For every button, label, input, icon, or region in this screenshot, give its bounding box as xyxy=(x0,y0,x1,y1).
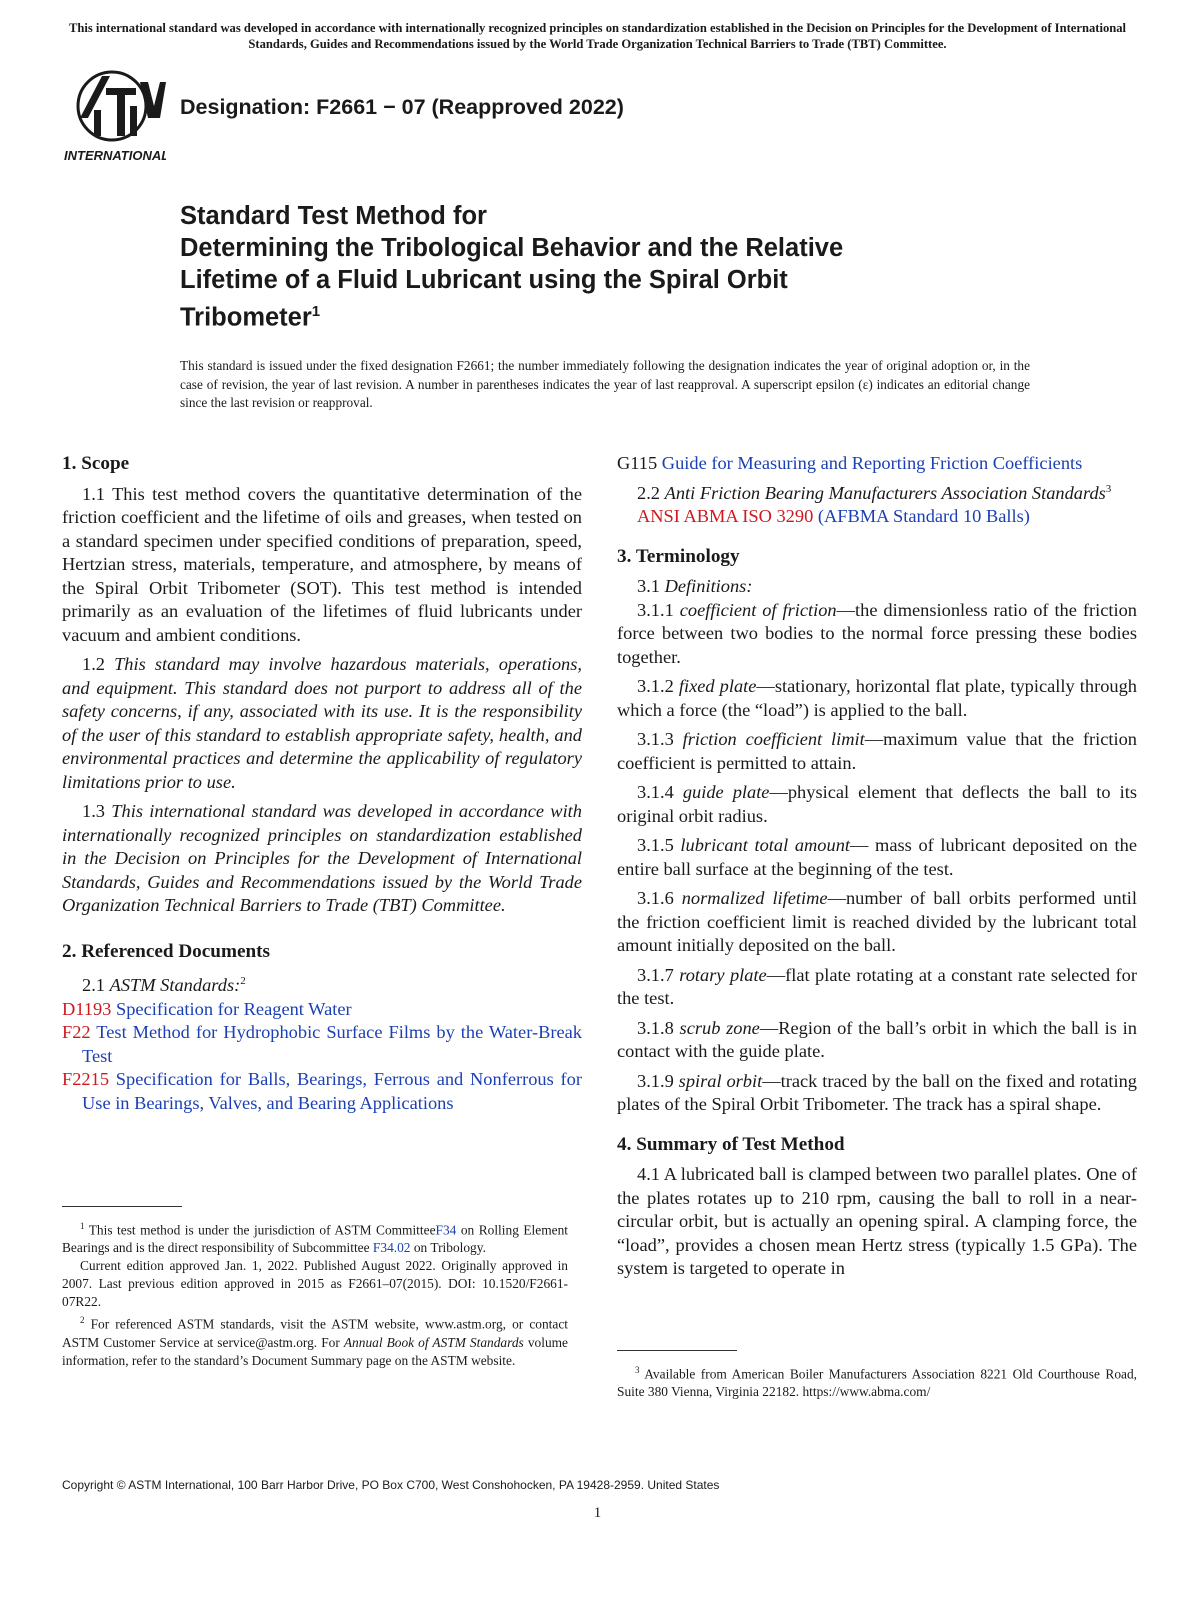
footnote-rule-right xyxy=(617,1350,737,1351)
term-name: rotary plate xyxy=(679,964,767,985)
term-name: fixed plate xyxy=(678,676,757,697)
document-title xyxy=(180,200,1080,334)
footnote-1-text-b: on Rolling Element Bearings and is the direct responsibility of Subcommittee xyxy=(62,1222,568,1256)
ref-item-g115[interactable] xyxy=(617,452,1137,476)
summary-4-1: 4.1 A lubricated ball is clamped between two parallel plates. One of the plates rotates up to 210 rpm, causing the ball to roll in a near-circular orbit, but is actually an opening spiral. A clamping force, the “load”, provides a chosen mean Hertz stress (typically 1.5 GPa). The system is targeted to operate in xyxy=(617,1164,1137,1279)
term-def: —track traced by the ball on the fixed and rotating plates of the Spiral Orbit Tribometer. The track has a spiral shape. xyxy=(617,1070,1137,1115)
scope-1-3-text: This international standard was developed in accordance with internationally recognized principles on standardization established in the Decision on Principles for the Development of International Standards, Guides and Recommendations issued by the World Trade Organization Technical Barriers to Trade (TBT) Committee. xyxy=(62,801,582,915)
term-name: lubricant total amount xyxy=(680,835,851,856)
summary-heading: 4. Summary of Test Method xyxy=(617,1133,845,1155)
astm-standards-label xyxy=(62,970,582,998)
ref-code[interactable]: ANSI ABMA ISO 3290 xyxy=(637,506,814,527)
definitions-text: Definitions: xyxy=(664,576,753,597)
footnote-3 xyxy=(617,1361,1137,1401)
term-name: spiral orbit xyxy=(678,1070,763,1091)
title-line-4: Tribometer xyxy=(180,303,312,332)
term-name: scrub zone xyxy=(679,1017,760,1038)
term-name: normalized lifetime xyxy=(681,888,828,909)
ref-title[interactable]: Specification for Balls, Bearings, Ferrous and Nonferrous for Use in Bearings, Valves, and Bearing Applications xyxy=(82,1069,582,1113)
left-column xyxy=(62,452,582,1115)
term-def: —the dimensionless ratio of the friction force between two bodies to the normal force pressing these bodies together. xyxy=(617,599,1137,667)
refdocs-heading: 2. Referenced Documents xyxy=(62,940,270,962)
logo-sub: INTERNATIONAL xyxy=(64,148,166,163)
ref-title[interactable]: (AFBMA Standard 10 Balls) xyxy=(817,506,1030,527)
footnote-1 xyxy=(62,1217,568,1257)
definitions-label xyxy=(617,575,1137,599)
definitions-num: 3.1 xyxy=(637,576,660,597)
scope-1-3 xyxy=(62,800,582,918)
title-line-3: Lifetime of a Fluid Lubricant using the Spiral Orbit xyxy=(180,266,788,294)
title-line-1: Standard Test Method for xyxy=(180,202,487,230)
refdocs-2-2-fn: 3 xyxy=(1105,482,1112,495)
term-3-1-5 xyxy=(617,834,1137,881)
scope-heading: 1. Scope xyxy=(62,453,130,474)
term-num: 3.1.6 xyxy=(637,888,674,909)
footnotes-left xyxy=(62,1217,568,1370)
term-def: —number of ball orbits performed until the friction coefficient limit is reached divided by the lubricant total amount initially deposited on the ball. xyxy=(617,888,1137,956)
terminology-heading: 3. Terminology xyxy=(617,545,740,567)
footnote-1-text-a: This test method is under the jurisdiction of ASTM Committee xyxy=(88,1222,436,1238)
footnote-2-italic: Annual Book of ASTM Standards xyxy=(343,1334,524,1350)
footnote-2-text-b: volume information, refer to the standard’s Document Summary page on the ASTM website. xyxy=(62,1334,568,1368)
ref-item-f22[interactable] xyxy=(62,1021,582,1068)
astm-logo xyxy=(62,66,166,166)
scope-1-1: 1.1 This test method covers the quantitative determination of the friction coefficient and the lifetime of oils and greases, when tested on a standard specimen under specified conditions of preparation, speed, Hertzian stress, materials, temperature, and atmosphere, by means of the Spiral Orbit Tribometer (SOT). This test method is intended primarily as an evaluation of the lifetimes of fluid lubricants under vacuum and ambient conditions. xyxy=(62,483,582,645)
term-3-1-8 xyxy=(617,1017,1137,1064)
term-num: 3.1.1 xyxy=(637,599,674,620)
term-num: 3.1.3 xyxy=(637,729,674,750)
term-def: —flat plate rotating at a constant rate selected for the test. xyxy=(617,964,1137,1009)
ref-title[interactable]: Guide for Measuring and Reporting Friction Coefficients xyxy=(661,453,1083,473)
refdocs-2-1-num: 2.1 xyxy=(82,975,105,996)
ref-item-d1193[interactable] xyxy=(62,998,582,1022)
footnote-2-mark: 2 xyxy=(80,1315,85,1326)
footnote-1-edition: Current edition approved Jan. 1, 2022. Published August 2022. Originally approved in 2007. Last previous edition approved in 2015 as F2661–07(2015). DOI: 10.1520/F2661-07R22. xyxy=(62,1258,568,1310)
ref-code[interactable]: F2215 xyxy=(62,1069,110,1090)
footnote-3-mark: 3 xyxy=(635,1365,640,1375)
refdocs-2-1-label: ASTM Standards: xyxy=(109,975,241,996)
term-3-1-4 xyxy=(617,781,1137,828)
term-num: 3.1.2 xyxy=(637,676,674,697)
term-def: —physical element that deflects the ball to its original orbit radius. xyxy=(617,782,1137,826)
subcommittee-f34-02-link[interactable]: F34.02 xyxy=(372,1240,411,1256)
term-def: —maximum value that the friction coefficient is permitted to attain. xyxy=(617,729,1137,773)
term-3-1-7 xyxy=(617,964,1137,1011)
footnote-1-text-c: on Tribology. xyxy=(413,1240,486,1256)
designation: Designation: F2661 − 07 (Reapproved 2022) xyxy=(180,95,624,119)
ref-item-f2215[interactable] xyxy=(62,1068,582,1115)
term-name: coefficient of friction xyxy=(679,599,837,620)
term-3-1-9 xyxy=(617,1070,1137,1117)
page-number: 1 xyxy=(593,1505,602,1521)
ref-code[interactable]: F22 xyxy=(62,1022,91,1043)
ref-title[interactable]: Specification for Reagent Water xyxy=(116,998,352,1019)
term-def: — mass of lubricant deposited on the entire ball surface at the beginning of the test. xyxy=(617,835,1137,879)
scope-1-3-num: 1.3 xyxy=(82,801,105,821)
term-num: 3.1.5 xyxy=(637,835,674,856)
term-num: 3.1.9 xyxy=(637,1070,674,1091)
refdocs-2-2-label: Anti Friction Bearing Manufacturers Association Standards xyxy=(664,482,1106,503)
term-def: —Region of the ball’s orbit in which the ball is in contact with the guide plate. xyxy=(617,1017,1137,1062)
term-name: friction coefficient limit xyxy=(682,729,865,750)
footnote-2-text-a: For referenced ASTM standards, visit the ASTM website, www.astm.org, or contact ASTM Customer Service at service@astm.org. For xyxy=(62,1316,568,1350)
term-num: 3.1.7 xyxy=(637,964,674,985)
term-num: 3.1.4 xyxy=(637,782,674,803)
ref-title[interactable]: Test Method for Hydrophobic Surface Films by the Water-Break Test xyxy=(82,1022,582,1066)
scope-1-2-text: This standard may involve hazardous materials, operations, and equipment. This standard does not purport to address all of the safety concerns, if any, associated with its use. It is the responsibility of the user of this standard to establish appropriate safety, health, and environmental practices and determine the applicability of regulatory limitations prior to use. xyxy=(62,654,582,792)
committee-f34-link[interactable]: F34 xyxy=(435,1222,457,1238)
right-column xyxy=(617,452,1137,1281)
term-3-1-2 xyxy=(617,675,1137,722)
title-line-2: Determining the Tribological Behavior and the Relative xyxy=(180,234,844,262)
term-3-1-6 xyxy=(617,887,1137,958)
refdocs-2-2 xyxy=(617,478,1137,506)
footnote-1-mark: 1 xyxy=(80,1221,85,1231)
footnote-3-text: Available from American Boiler Manufacturers Association 8221 Old Courthouse Road, Suite 380 Vienna, Virginia 22182. https://www.abma.com/ xyxy=(617,1366,1137,1400)
term-num: 3.1.8 xyxy=(637,1017,674,1038)
refdocs-2-1-fn: 2 xyxy=(240,975,246,987)
footnote-2 xyxy=(62,1311,568,1369)
issuance-note: This standard is issued under the fixed designation F2661; the number immediately following the designation indicates the year of original adoption or, in the case of revision, the year of last revision. A number in parentheses indicates the year of last reapproval. A superscript epsilon (ε) indicates an editorial change since the last revision or reapproval. xyxy=(180,358,1030,410)
footnote-rule-left xyxy=(62,1206,182,1207)
ref-code[interactable]: D1193 xyxy=(62,998,112,1019)
term-3-1-1 xyxy=(617,599,1137,670)
term-name: guide plate xyxy=(682,782,770,803)
term-3-1-3 xyxy=(617,728,1137,775)
wto-notice: This international standard was developed in accordance with internationally recognized principles on standardization established in the Decision on Principles for the Development of International Standards, Guides and Recommendations issued by the World Trade Organization Technical Barriers to Trade (TBT) Committee. xyxy=(68,21,1127,51)
refdocs-2-2-num: 2.2 xyxy=(637,482,660,503)
ref-item-ansi[interactable] xyxy=(617,505,1137,529)
copyright-line: Copyright © ASTM International, 100 Barr Harbor Drive, PO Box C700, West Conshohocken, PA 19428-2959. United States xyxy=(62,1478,720,1492)
footnotes-right xyxy=(617,1361,1137,1401)
term-def: —stationary, horizontal flat plate, typically through which a force (the “load”) is applied to the ball. xyxy=(617,676,1137,720)
title-footnote-mark: 1 xyxy=(311,303,321,320)
scope-1-2-num: 1.2 xyxy=(82,654,105,674)
ref-code[interactable]: G115 xyxy=(617,453,658,473)
scope-1-2 xyxy=(62,653,582,794)
